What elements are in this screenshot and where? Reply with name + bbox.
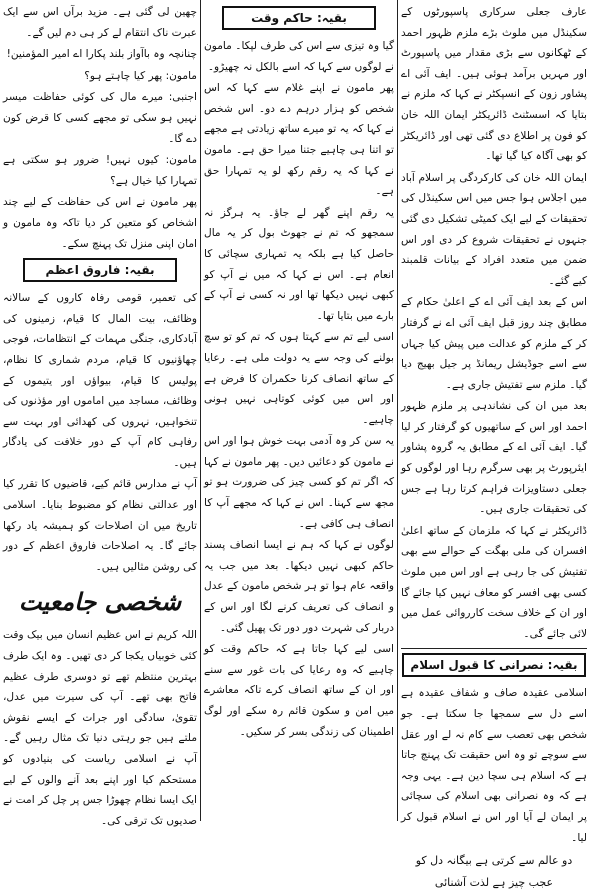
paragraph: آپ نے مدارس قائم کیے، قاضیوں کا تقرر کیا اور عدالتی نظام کو مضبوط بنایا۔ اسلامی تاریخ میں ان اصلاحات کو ہمیشہ یاد رکھا جائے گا۔ یہ اصلاحات فاروق اعظم کے دور کی روشن مثالیں ہیں۔	[3, 478, 197, 573]
paragraph: عارف جعلی سرکاری پاسپورٹوں کے سکینڈل میں ملوث بڑے ملزم ظہور احمد کے ٹھکانوں سے بڑی مقدار میں پاسپورٹ اور مہریں برآمد ہوئی ہیں۔ ایف آئی اے پشاور زون کے انسپکٹر نے کہا کہ ملزم نے بتایا کہ اسسٹنٹ ڈائریکٹر ایمان اللہ خان کو فون پر اطلاع دی گئی تھی اور ڈائریکٹر کو بھی آگاہ کیا گیا تھا۔	[401, 6, 587, 163]
paragraph: ڈائریکٹر نے کہا کہ ملزمان کے ساتھ اعلیٰ افسران کی ملی بھگت کے حوالے سے بھی تفتیش کی جا رہی ہے اور اس میں ملوث کسی بھی افسر کو معاف نہیں کیا جائے گا اور ان کے خلاف سخت کارروائی عمل میں لائی جائے گی۔	[401, 524, 587, 640]
section-divider	[401, 648, 587, 649]
paragraph: یہ رقم اپنے گھر لے جاؤ۔ یہ ہرگز نہ سمجھو کہ تم نے جھوٹ بول کر یہ مال حاصل کیا ہے بلکہ یہ تمہاری سچائی کا انعام ہے۔ اس نے کہا کہ میں نے آپ کو کبھی نہیں دیکھا تھا اور نہ کسی نے آپ کے بارے میں بتایا تھا۔	[204, 206, 394, 322]
section-header-hakim-waqt: بقیہ: حاکم وقت	[222, 6, 376, 30]
paragraph: اسی لیے تم سے کہتا ہوں کہ تم کو تو سچ بولنے کی وجہ سے یہ دولت ملی ہے۔ رعایا کے ساتھ انصاف کرنا حکمران کا فرض ہے اور اس میں کوئی کوتاہی نہیں ہونی چاہیے۔	[204, 331, 394, 426]
poem-line: دو عالم سے کرتی ہے بیگانہ دل کو	[415, 854, 573, 868]
middle-column	[200, 0, 398, 821]
paragraph: گیا وہ تیزی سے اس کی طرف لپکا۔ مامون نے لوگوں سے کہا کہ اسے بالکل نہ چھیڑو۔	[204, 40, 394, 73]
paragraph: یہ سن کر وہ آدمی بہت خوش ہوا اور اس نے مامون کو دعائیں دیں۔ پھر مامون نے کہا کہ اگر تم کو کسی چیز کی ضرورت ہو تو مجھ سے کہنا۔ اس نے کہا کہ مجھے آپ کا انصاف ہی کافی ہے۔	[204, 435, 394, 530]
paragraph: مامون: پھر کیا چاہتے ہو؟	[84, 69, 197, 82]
poem-line: عجب چیز ہے لذت آشنائی	[434, 876, 554, 890]
paragraph: چنانچہ وہ باآواز بلند پکارا اے امیر المؤمنین!	[6, 48, 197, 61]
paragraph: اسلامی عقیدہ صاف و شفاف عقیدہ ہے اسے دل سے سمجھا جا سکتا ہے۔ جو شخص بھی تعصب سے کام نہ لے اور عقل سے سوچے تو وہ اس حقیقت تک پہنچ جاتا ہے کہ اسلام ہی سچا دین ہے۔ یہی وجہ ہے کہ وہ نصرانی بھی اسلام کی سچائی پر ایمان لے آیا اور اس نے اسلام قبول کر لیا۔	[401, 687, 587, 844]
paragraph: اجنبی: میرے مال کی کوئی حفاظت میسر نہیں ہو سکی تو مجھے کسی کا قرض کون دے گا۔	[3, 91, 197, 145]
paragraph: پھر مامون نے اس کی حفاظت کے لیے چند اشخاص کو متعین کر دیا تاکہ وہ مامون و امان اپنی منزل تک پہنچ سکے۔	[3, 196, 197, 250]
paragraph: ایمان اللہ خان کی کارکردگی پر اسلام آباد میں اجلاس ہوا جس میں اس سکینڈل کی تحقیقات کے لیے ایک کمیٹی تشکیل دی گئی جنہوں نے تحقیقات شروع کر دی اور اس ضمن میں متعدد افراد کے بیانات قلمبند کیے گئے۔	[401, 171, 587, 287]
paragraph: کی تعمیر، قومی رفاہ کاروں کے سالانہ وظائف، بیت المال کا قیام، زمینوں کی آبادکاری، جنگی مہمات کے انتظامات، فوجی چھاؤنیوں کا قیام، مردم شماری کا نظام، پولیس کا قیام، بیواؤں اور یتیموں کے وظائف، مساجد میں اماموں اور مؤذنوں کی تنخواہیں، نہروں کی کھدائی اور بہت سے رفاہی کام آپ کے دور خلافت کی یادگار ہیں۔	[3, 292, 197, 469]
paragraph: اللہ کریم نے اس عظیم انسان میں بیک وقت کئی خوبیاں یکجا کر دی تھیں۔ وہ ایک طرف بہترین منتظم تھے تو دوسری طرف عظیم فاتح بھی تھے۔ آپ کی سیرت میں عدل، تقویٰ، سادگی اور جرات کے ایسے نقوش ملتے ہیں جو رہتی دنیا تک مثال رہیں گے۔ آپ نے اسلامی ریاست کی بنیادوں کو مستحکم کیا اور اپنے بعد آنے والوں کے لیے ایک ایسا نظام چھوڑا جس پر چل کر امت نے صدیوں تک ترقی کی۔	[3, 629, 197, 827]
paragraph: بعد میں ان کی نشاندہی پر ملزم ظہور احمد اور اس کے ساتھیوں کو گرفتار کر لیا گیا۔ ایف آئی اے کے مطابق یہ گروہ پشاور ایئرپورٹ پر بھی سرگرم رہا اور لوگوں کو جعلی دستاویزات فراہم کرتا رہا ہے جس کی تحقیقات جاری ہیں۔	[401, 400, 587, 516]
section-header-farooq-azam: بقیہ: فاروق اعظم	[23, 258, 177, 282]
poem-couplet	[401, 850, 587, 894]
right-column-text	[401, 2, 587, 644]
paragraph: پھر مامون نے اپنے غلام سے کہا کہ اس شخص کو ہزار درہم دے دو۔ اس شخص نے کہا کہ یہ تو میرے ساتھ زیادتی ہے مجھے تو اتنا ہی چاہیے جتنا میرا حق ہے۔ مامون نے کہا کہ یہ رقم رکھ لو یہ تمہارا حق ہے۔	[204, 82, 394, 198]
paragraph: اسی لیے کہا جاتا ہے کہ حاکم وقت کو چاہیے کہ وہ رعایا کی بات غور سے سنے اور ان کے ساتھ انصاف کرے تاکہ معاشرے میں امن و سکون قائم رہ سکے اور لوگ اطمینان کی زندگی بسر کر سکیں۔	[204, 643, 394, 738]
paragraph: اس کے بعد ایف آئی اے کے اعلیٰ حکام کے مطابق چند روز قبل ایف آئی اے نے گرفتار کر کے ملزم کو عدالت میں پیش کیا جہاں سے اسے جوڈیشل ریمانڈ پر جیل بھیج دیا گیا۔ ملزم سے تفتیش جاری ہے۔	[401, 296, 587, 391]
calligraphic-title: شخصی جامعیت	[18, 587, 182, 617]
right-column	[398, 0, 590, 890]
paragraph: لوگوں نے کہا کہ ہم نے ایسا انصاف پسند حاکم کبھی نہیں دیکھا۔ بعد میں جب یہ واقعہ عام ہوا تو ہر شخص مامون کے عدل و انصاف کی تعریف کرنے لگا اور اس کے دربار کی شہرت دور دور تک پھیل گئی۔	[204, 539, 394, 634]
section-header-nasrani: بقیہ: نصرانی کا قبول اسلام	[402, 653, 586, 677]
paragraph: چھین لی گئی ہے۔ مزید برآں اس سے ایک عبرت ناک انتقام لے کر ہی دم لیں گے۔	[3, 6, 197, 39]
left-column	[0, 0, 200, 827]
paragraph: مامون: کیوں نہیں! ضرور ہو سکتی ہے تمہارا کیا خیال ہے؟	[3, 154, 197, 187]
